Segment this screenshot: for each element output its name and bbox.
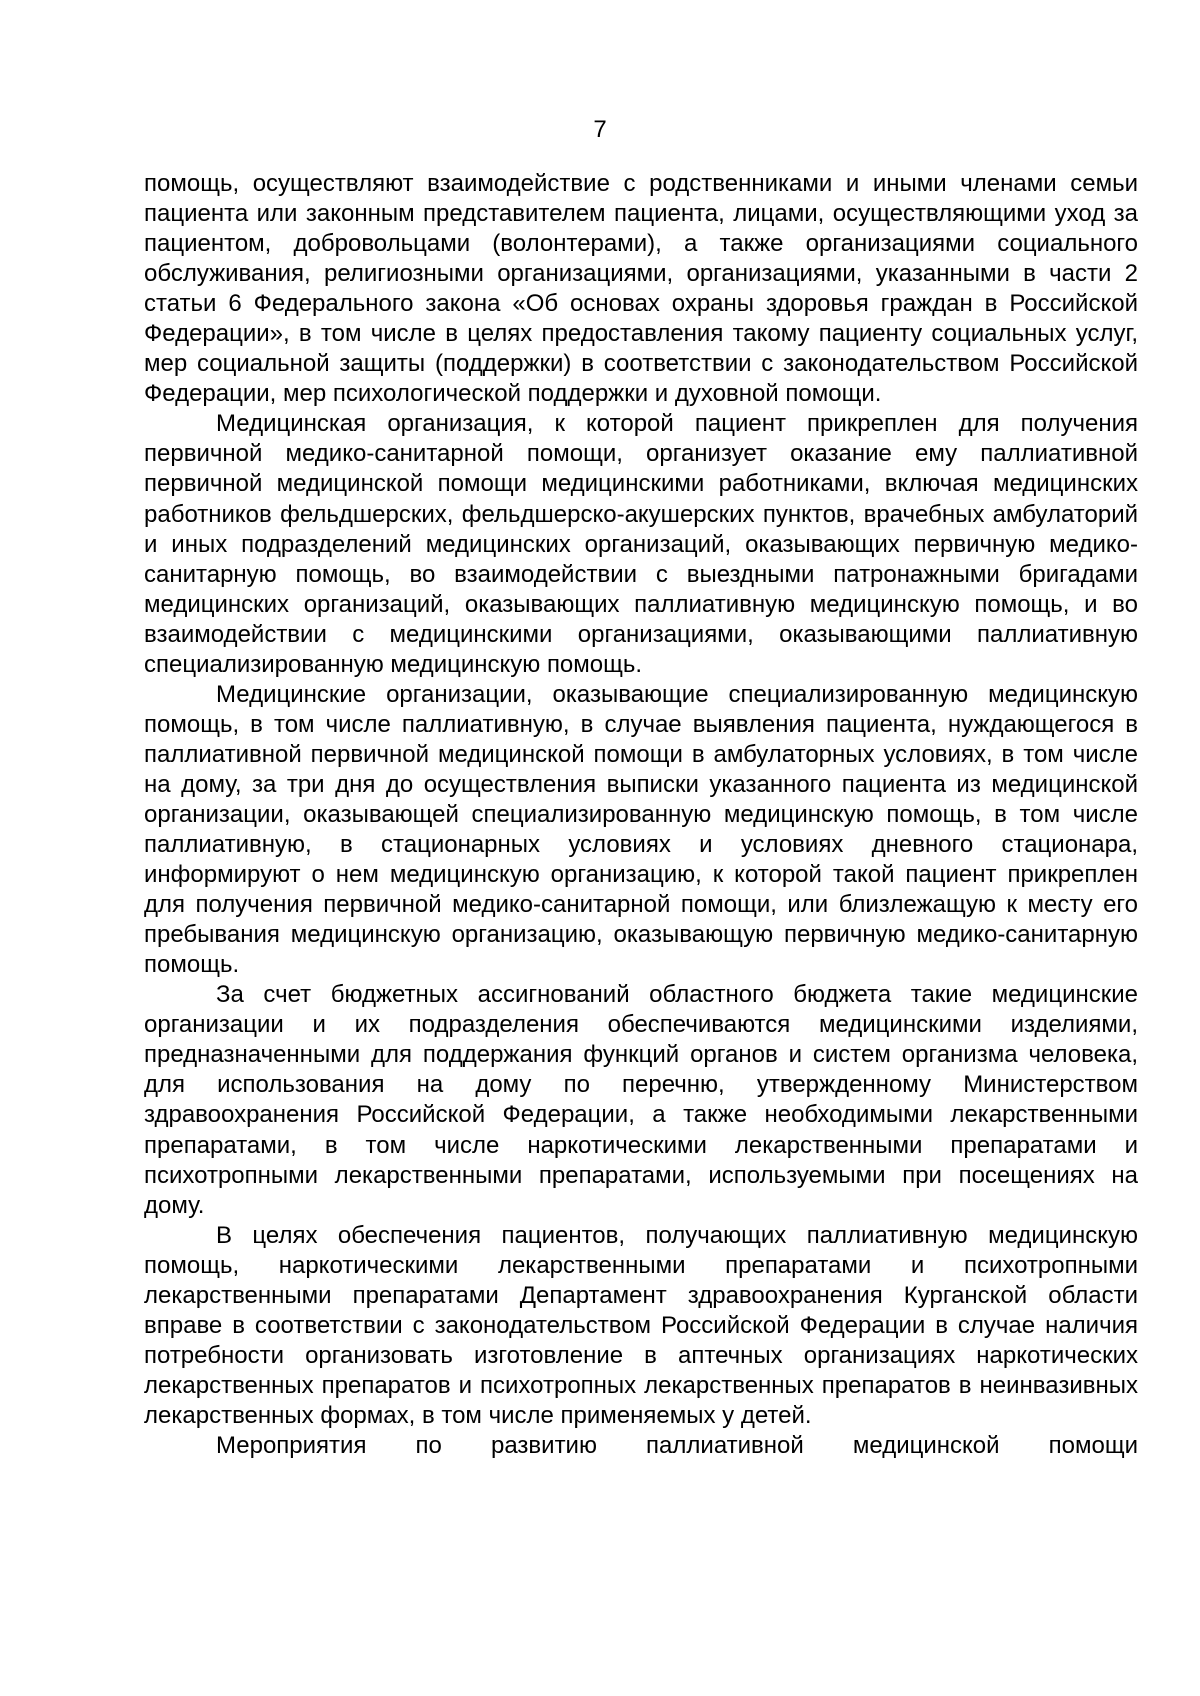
paragraph-specialized-care-organizations: Медицинские организации, оказывающие специализированную медицинскую помощь, в том числе паллиативную, в случае выявления пациента, нуждающегося в паллиативной первичной медицинской помощи в амбулаторных условиях, в том числе на дому, за три дня до осуществления выписки указанного пациента из медицинской организации, оказывающей специализированную медицинскую помощь, в том числе паллиативную, в стационарных условиях и условиях дневного стационара, информируют о нем медицинскую организацию, к которой такой пациент прикреплен для получения первичной медико-санитарной помощи, или близлежащую к месту его пребывания медицинскую организацию, оказывающую первичную медико-санитарную помощь.	[144, 680, 1138, 979]
paragraph-primary-care-organization: Медицинская организация, к которой пациент прикреплен для получения первичной медико-санитарной помощи, организует оказание ему паллиативной первичной медицинской помощи медицинскими работниками, включая медицинских работников фельдшерских, фельдшерско-акушерских пунктов, врачебных амбулаторий и иных подразделений медицинских организаций, оказывающих первичную медико-санитарную помощь, во взаимодействии с выездными патронажными бригадами медицинских организаций, оказывающих паллиативную медицинскую помощь, и во взаимодействии с медицинскими организациями, оказывающими паллиативную специализированную медицинскую помощь.	[144, 410, 1138, 678]
page-number: 7	[593, 116, 607, 143]
paragraph-budget-funding: За счет бюджетных ассигнований областного бюджета такие медицинские организации и их подразделения обеспечиваются медицинскими изделиями, предназначенными для поддержания функций органов и систем организма человека, для использования на дому по перечню, утвержденному Министерством здравоохранения Российской Федерации, а также необходимыми лекарственными препаратами, в том числе наркотическими лекарственными препаратами и психотропными лекарственными препаратами, используемыми при посещениях на дому.	[144, 981, 1138, 1219]
paragraph-narcotic-drug-provision: В целях обеспечения пациентов, получающих паллиативную медицинскую помощь, наркотическими лекарственными препаратами и психотропными лекарственными препаратами Департамент здравоохранения Курганской области вправе в соответствии с законодательством Российской Федерации в случае наличия потребности организовать изготовление в аптечных организациях наркотических лекарственных препаратов и психотропных лекарственных препаратов в неинвазивных лекарственных формах, в том числе применяемых у детей.	[144, 1221, 1138, 1429]
document-body	[144, 169, 1138, 1461]
paragraph-interaction-with-relatives: помощь, осуществляют взаимодействие с родственниками и иными членами семьи пациента или законным представителем пациента, лицами, осуществляющими уход за пациентом, добровольцами (волонтерами), а также организациями социального обслуживания, религиозными организациями, организациями, указанными в части 2 статьи 6 Федерального закона «Об основах охраны здоровья граждан в Российской Федерации», в том числе в целях предоставления такому пациенту социальных услуг, мер социальной защиты (поддержки) в соответствии с законодательством Российской Федерации, мер психологической поддержки и духовной помощи.	[144, 170, 1138, 408]
paragraph-development-measures: Мероприятия по развитию паллиативной медицинской помощи	[216, 1431, 1138, 1459]
